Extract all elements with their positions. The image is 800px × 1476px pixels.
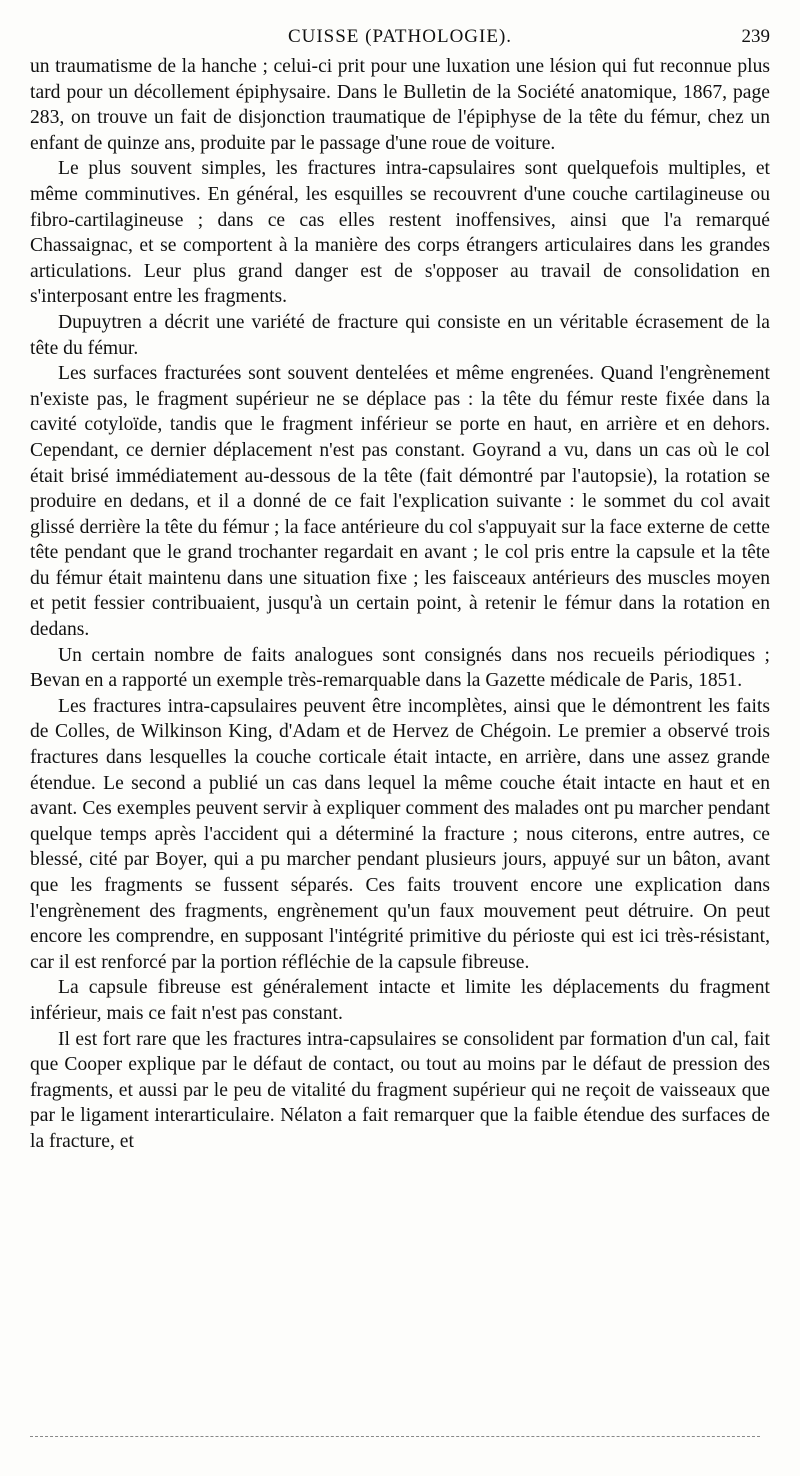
paragraph-2: Le plus souvent simples, les fractures intra-capsulaires sont quelquefois multiples, et même comminutives. En général, les esquilles se recouvrent d'une couche cartilagineuse ou fibro-cartilagineuse ; dans ce cas elles restent inoffensives, ainsi que l'a remarqué Chassaignac, et se comportent à la manière des corps étrangers articulaires dans les grandes articulations. Leur plus grand danger est de s'opposer au travail de consolidation en s'interposant entre les fragments. bbox=[30, 158, 770, 308]
running-head-title: CUISSE (PATHOLOGIE). bbox=[287, 26, 513, 47]
document-page bbox=[30, 26, 770, 1155]
footer-rule bbox=[30, 1436, 760, 1437]
body-text bbox=[30, 54, 770, 1155]
running-head bbox=[30, 26, 770, 54]
paragraph-3: Dupuytren a décrit une variété de fracture qui consiste en un véritable écrasement de la tête du fémur. bbox=[30, 311, 770, 359]
paragraph-6: Les fractures intra-capsulaires peuvent être incomplètes, ainsi que le démontrent les faits de Colles, de Wilkinson King, d'Adam et de Hervez de Chégoin. Le premier a observé trois fractures dans lesquelles la couche corticale était intacte, en arrière, dans une assez grande étendue. Le second a publié un cas dans lequel la même couche était intacte en haut et en avant. Ces exemples peuvent servir à expliquer comment des malades ont pu marcher pendant quelque temps après l'accident qui a déterminé la fracture ; nous citerons, entre autres, ce blessé, cité par Boyer, qui a pu marcher pendant plusieurs jours, appuyé sur un bâton, avant que les fragments se fussent séparés. Ces faits trouvent encore une explication dans l'engrènement des fragments, engrènement qu'un faux mouvement peut détruire. On peut encore les comprendre, en supposant l'intégrité primitive du périoste qui est ici très-résistant, car il est renforcé par la portion réfléchie de la capsule fibreuse. bbox=[30, 695, 770, 973]
paragraph-7: La capsule fibreuse est généralement intacte et limite les déplacements du fragment inférieur, mais ce fait n'est pas constant. bbox=[30, 977, 770, 1024]
paragraph-5: Un certain nombre de faits analogues sont consignés dans nos recueils périodiques ; Bevan en a rapporté un exemple très-remarquable dans la Gazette médicale de Paris, 1851. bbox=[30, 644, 770, 692]
paragraph-4: Les surfaces fracturées sont souvent dentelées et même engrenées. Quand l'engrènement n'existe pas, le fragment supérieur ne se déplace pas : la tête du fémur reste fixée dans la cavité cotyloïde, tandis que le fragment inférieur se porte en haut, en arrière et en dehors. Cependant, ce dernier déplacement n'est pas constant. Goyrand a vu, dans un cas où le col était brisé immédiatement au-dessous de la tête (fait démontré par l'autopsie), la rotation se produire en dedans, et il a donné de ce fait l'explication suivante : le sommet du col avait glissé derrière la tête du fémur ; la face antérieure du col s'appuyait sur la face externe de cette tête pendant que le grand trochanter regardait en avant ; le col pris entre la capsule et la tête du fémur était maintenu dans une situation fixe ; les faisceaux antérieurs des muscles moyen et petit fessier contribuaient, jusqu'à un certain point, à retenir le fémur dans la rotation en dedans. bbox=[30, 363, 770, 641]
paragraph-1: un traumatisme de la hanche ; celui-ci prit pour une luxation une lésion qui fut reconnue plus tard pour un décollement épiphysaire. Dans le Bulletin de la Société anatomique, 1867, page 283, on trouve un fait de disjonction traumatique de l'épiphyse de la tête du fémur, chez un enfant de quinze ans, produite par le passage d'une roue de voiture. bbox=[30, 56, 770, 154]
paragraph-8: Il est fort rare que les fractures intra-capsulaires se consolident par formation d'un cal, fait que Cooper explique par le défaut de contact, ou tout au moins par le défaut de pression des fragments, et aussi par le peu de vitalité du fragment supérieur qui ne reçoit de vaisseaux que par le ligament interarticulaire. Nélaton a fait remarquer que la faible étendue des surfaces de la fracture, et bbox=[30, 1028, 770, 1152]
page-number: 239 bbox=[741, 26, 770, 47]
